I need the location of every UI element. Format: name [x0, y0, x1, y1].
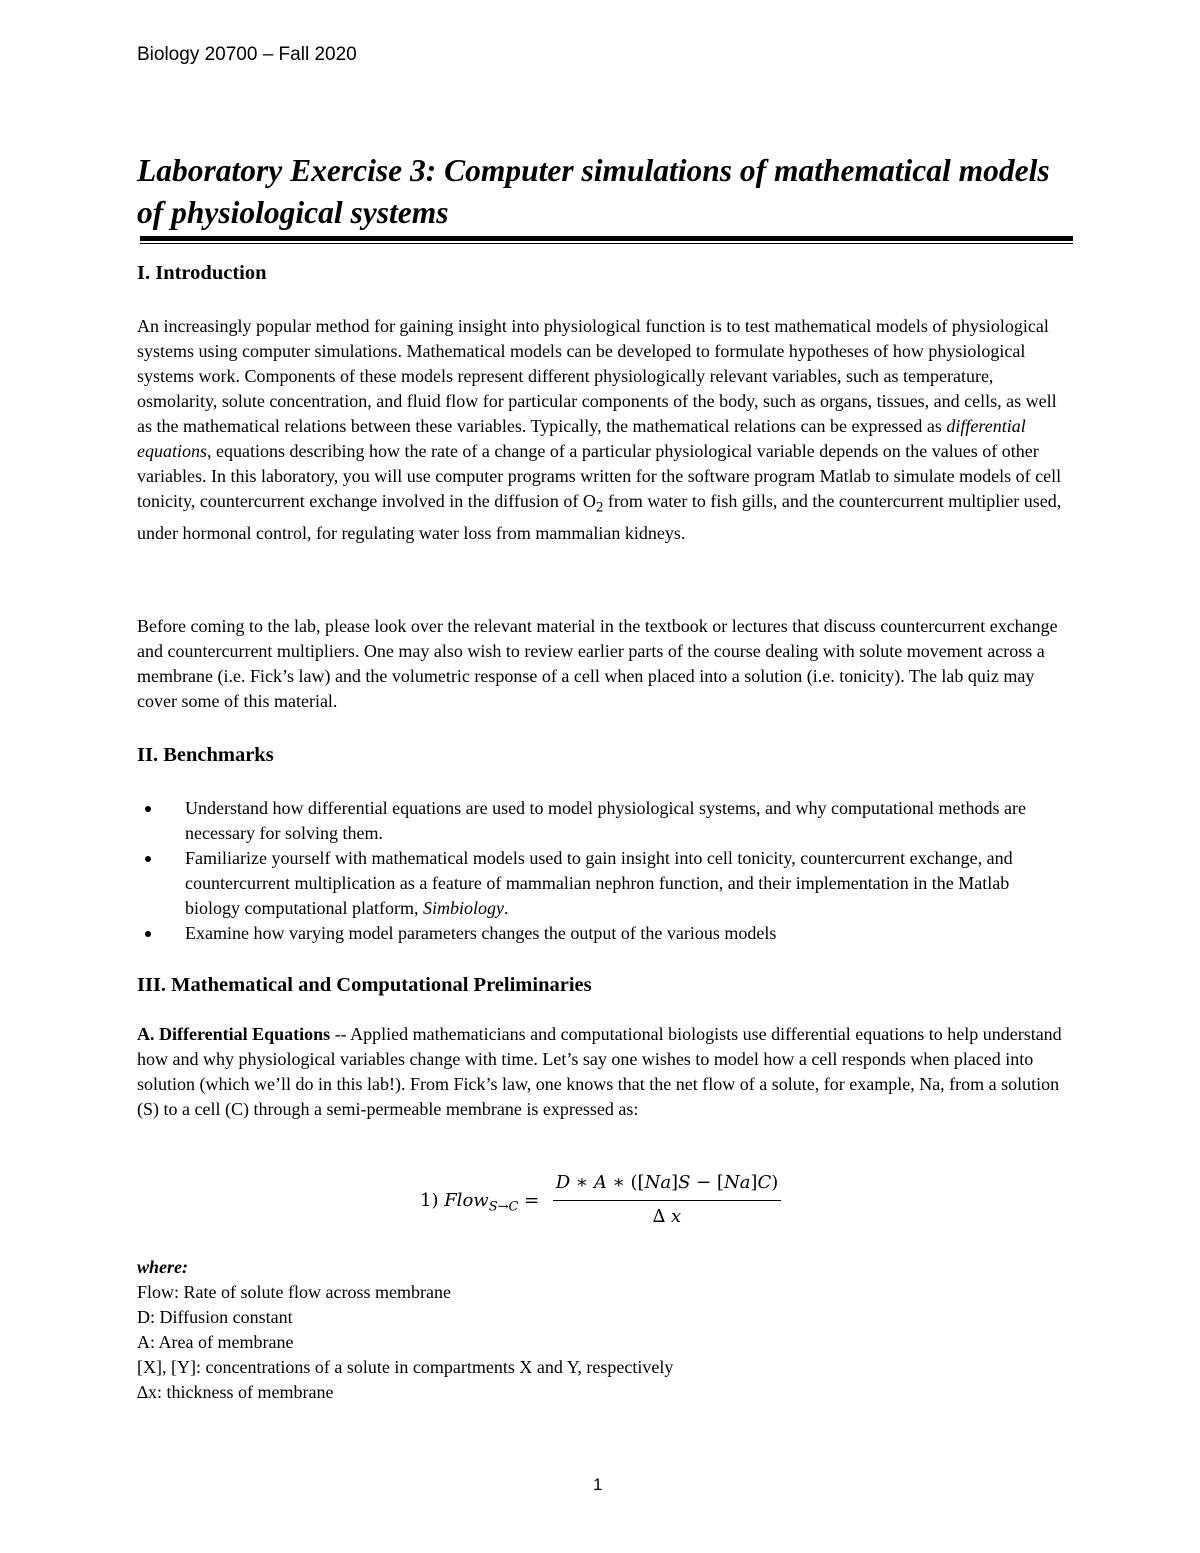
definition-line: [X], [Y]: concentrations of a solute in compartments X and Y, respectively	[137, 1357, 674, 1377]
definition-line: D: Diffusion constant	[137, 1307, 293, 1327]
definition-line: ∆x: thickness of membrane	[137, 1382, 334, 1402]
fick-law-equation: 1) 𝐹𝑙𝑜𝑤$_{𝑆\to 𝐶}$ = 𝐷 ∗ 𝐴 ∗ ([𝑁𝑎]𝑆 − [𝑁𝑎]𝐶) ∆ 𝑥	[420, 1172, 800, 1232]
benchmark-list	[137, 796, 1067, 946]
page-number: 1	[593, 1475, 603, 1494]
equation-numerator: 𝐷 ∗ 𝐴 ∗ ([𝑁𝑎]𝑆 − [𝑁𝑎]𝐶)	[555, 1172, 779, 1193]
fraction-bar	[553, 1200, 781, 1201]
subsection-label: A. Differential Equations	[137, 1024, 331, 1044]
title-rule	[140, 236, 1073, 241]
introduction-paragraph-1: An increasingly popular method for gaining insight into physiological function is to test mathematical models of physiological systems using computer simulations. Mathematical models can be developed to formulate hypotheses of how physiological systems work. Components of these models represent different physiologically relevant variables, such as temperature, osmolarity, solute concentration, and fluid flow for particular components of the body, such as organs, tissues, and cells, as well as the mathematical relations between these variables. Typically, the mathematical relations can be expressed as differential equations, equations describing how the rate of a change of a particular physiological variable depends on the values of other variables. In this laboratory, you will use computer programs written for the software program Matlab to simulate models of cell tonicity, countercurrent exchange involved in the diffusion of $O_2$ from water to fish gills, and the countercurrent multiplier used, under hormonal control, for regulating water loss from mammalian kidneys.	[137, 316, 1062, 543]
definition-line: A: Area of membrane	[137, 1332, 294, 1352]
equation-denominator: ∆ 𝑥	[652, 1206, 682, 1227]
section-heading-preliminaries: III. Mathematical and Computational Preliminaries	[137, 974, 592, 996]
equation-fraction	[553, 1172, 781, 1227]
section-heading-introduction: I. Introduction	[137, 262, 267, 284]
bullet-icon	[145, 806, 151, 812]
bullet-icon	[145, 931, 151, 937]
differential-equations-paragraph: A. Differential Equations -- Applied mathematicians and computational biologists use differential equations to help understand how and why physiological variables change with time. Let’s say one wishes to model how a cell responds when placed into solution (which we’ll do in this lab!). From Fick’s law, one knows that the net flow of a solute, for example, Na, from a solution (S) to a cell (C) through a semi-permeable membrane is expressed as:	[137, 1024, 1062, 1119]
list-item: Understand how differential equations are used to model physiological systems, and why computational methods are necessary for solving them.	[137, 796, 1067, 846]
running-header: Biology 20700 – Fall 2020	[137, 44, 357, 65]
bullet-icon	[145, 856, 151, 862]
where-label: where:	[137, 1257, 188, 1277]
list-item: Examine how varying model parameters changes the output of the various models	[137, 921, 1067, 946]
document-title: Laboratory Exercise 3: Computer simulations of mathematical models of physiological systems	[137, 153, 1050, 230]
list-item: Familiarize yourself with mathematical models used to gain insight into cell tonicity, countercurrent exchange, and countercurrent multiplication as a feature of mammalian nephron function, and their implementation in the Matlab biology computational platform, Simbiology.	[137, 846, 1067, 921]
emphasis-differential-equations: differential equations	[137, 416, 1026, 461]
definition-line: Flow: Rate of solute flow across membrane	[137, 1282, 451, 1302]
section-heading-benchmarks: II. Benchmarks	[137, 744, 274, 766]
equation-definitions	[137, 1255, 1067, 1405]
introduction-paragraph-2: Before coming to the lab, please look over the relevant material in the textbook or lectures that discuss countercurrent exchange and countercurrent multipliers. One may also wish to review earlier parts of the course dealing with solute movement across a membrane (i.e. Fick’s law) and the volumetric response of a cell when placed into a solution (i.e. tonicity). The lab quiz may cover some of this material.	[137, 616, 1058, 711]
title-rule-thin	[140, 243, 1073, 244]
